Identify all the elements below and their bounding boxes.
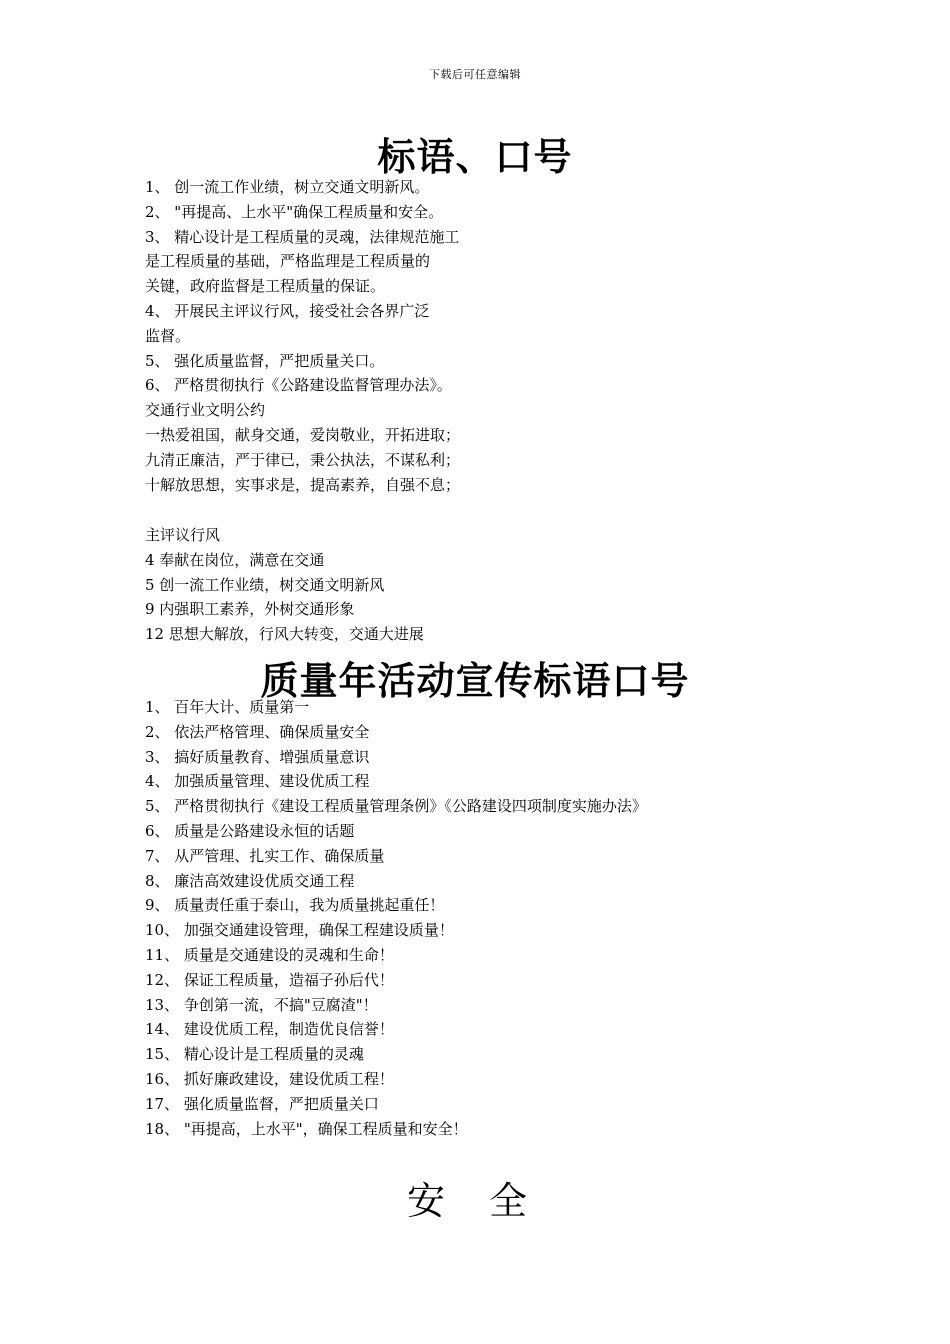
text-line: 16、 抓好廉政建设，建设优质工程！	[145, 1069, 394, 1088]
text-line: 3、 精心设计是工程质量的灵魂，法律规范施工	[145, 227, 460, 246]
text-line: 17、 强化质量监督，严把质量关口	[145, 1094, 379, 1113]
title-safety: 安 全	[406, 1179, 544, 1223]
text-line: 11、 质量是交通建设的灵魂和生命！	[145, 945, 394, 964]
text-line: 1、 创一流工作业绩，树立交通文明新风。	[145, 178, 430, 196]
text-line: 15、 精心设计是工程质量的灵魂	[145, 1045, 364, 1064]
text-line: 9 内强职工素养，外树交通形象	[145, 600, 355, 619]
title-quality-year: 质量年活动宣传标语口号	[260, 659, 690, 703]
text-line: 2、 依法严格管理、确保质量安全	[145, 722, 370, 741]
text-line: 一热爱祖国，献身交通，爱岗敬业，开拓进取；	[145, 425, 461, 444]
text-line: 10、 加强交通建设管理，确保工程建设质量！	[145, 921, 454, 940]
text-line: 5、 严格贯彻执行《建设工程质量管理条例》《公路建设四项制度实施办法》	[145, 797, 647, 816]
text-line: 主评议行风	[145, 526, 221, 544]
text-line: 十解放思想，实事求是，提高素养，自强不息；	[145, 475, 461, 494]
text-line: 12、 保证工程质量，造福子孙后代！	[145, 970, 394, 989]
text-line: 监督。	[145, 326, 191, 345]
header-note: 下载后可任意编辑	[429, 68, 521, 81]
text-line: 2、 "再提高、上水平"确保工程质量和安全。	[145, 202, 444, 221]
text-line: 交通行业文明公约	[145, 401, 266, 420]
text-line: 12 思想大解放，行风大转变，交通大进展	[145, 625, 424, 644]
text-line: 九清正廉洁，严于律已，秉公执法，不谋私利；	[145, 450, 461, 469]
text-line: 是工程质量的基础，严格监理是工程质量的	[145, 252, 431, 271]
text-line: 关键，政府监督是工程质量的保证。	[145, 277, 386, 296]
text-line: 7、 从严管理、扎实工作、确保质量	[145, 846, 385, 865]
text-line: 6、 质量是公路建设永恒的话题	[145, 821, 355, 840]
text-line: 14、 建设优质工程，制造优良信誉！	[145, 1020, 394, 1039]
slogan-list-1	[145, 175, 845, 497]
text-line: 18、 "再提高，上水平"，确保工程质量和安全！	[145, 1119, 468, 1138]
slogan-list-3	[145, 695, 845, 1141]
text-line: 1、 百年大计、质量第一	[145, 698, 310, 716]
title-slogans: 标语、口号	[377, 135, 573, 179]
text-line: 5、 强化质量监督，严把质量关口。	[145, 351, 385, 370]
text-line: 9、 质量责任重于泰山，我为质量挑起重任！	[145, 896, 445, 915]
text-line: 8、 廉洁高效建设优质交通工程	[145, 871, 355, 890]
text-line: 6、 严格贯彻执行《公路建设监督管理办法》。	[145, 376, 452, 395]
text-line: 4、 加强质量管理、建设优质工程	[145, 772, 370, 791]
slogan-list-2	[145, 523, 845, 647]
text-line: 4、 开展民主评议行风，接受社会各界广泛	[145, 301, 430, 320]
text-line: 5 创一流工作业绩，树交通文明新风	[145, 575, 385, 594]
text-line: 13、 争创第一流，不搞"豆腐渣"！	[145, 995, 378, 1014]
text-line: 4 奉献在岗位，满意在交通	[145, 550, 325, 569]
text-line: 3、 搞好质量教育、增强质量意识	[145, 747, 370, 766]
